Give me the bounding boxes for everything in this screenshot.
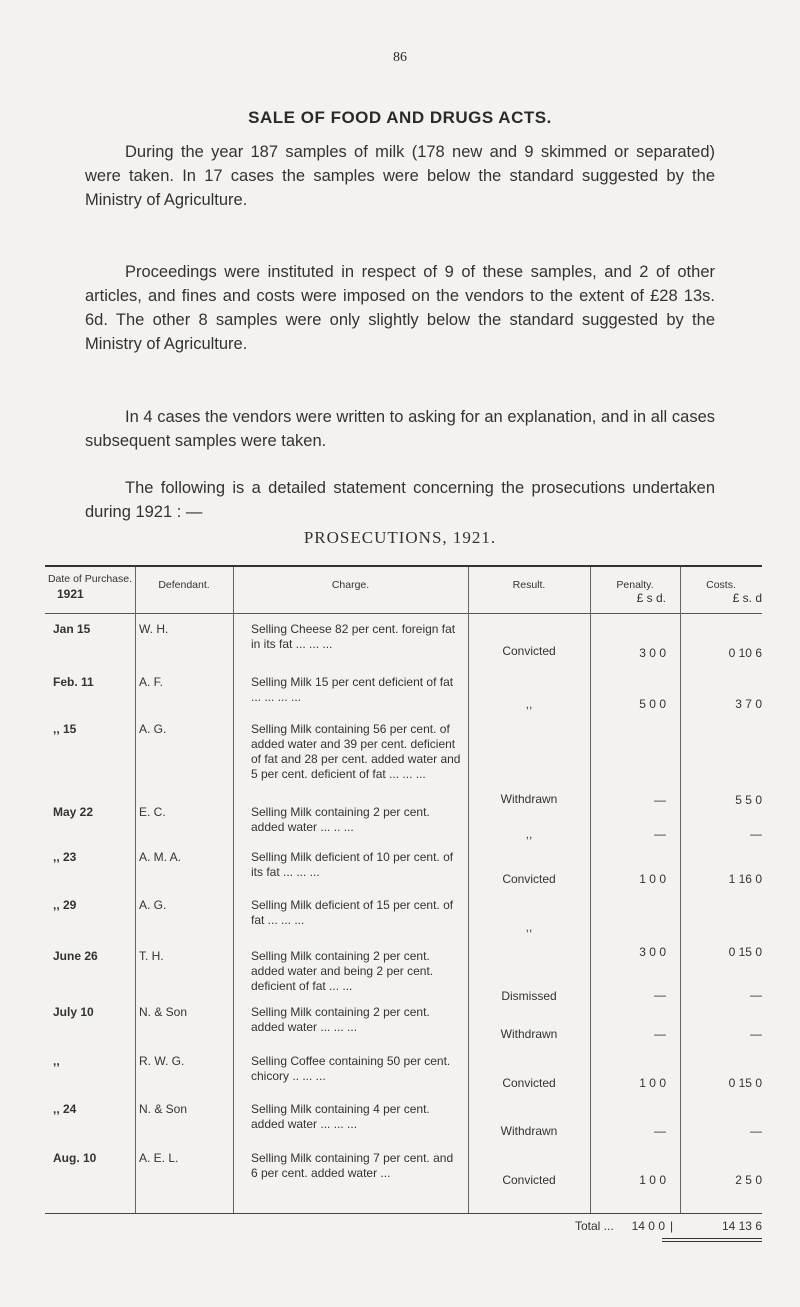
header-penalty: Penalty. [616,579,654,591]
row-defendant: R. W. G. [139,1054,185,1068]
row-charge: Selling Milk deficient of 10 per cent. of its fat ... ... ... [251,850,454,879]
row-result: Convicted [502,1173,556,1187]
column-divider [233,567,234,1213]
row-date: ,, 23 [53,850,77,864]
total-label: Total ... [575,1219,614,1233]
header-date: Date of Purchase. [47,573,133,585]
row-result: Withdrawn [500,1027,558,1041]
total-penalty: 14 0 0 [631,1219,665,1233]
row-charge: Selling Milk containing 56 per cent. of added water and 39 per cent. deficient of fat and 28 per cent. added water and 5 per cent. deficient of fat ... ... ... [251,722,461,781]
row-date: July 10 [53,1005,94,1019]
header-defendant: Defendant. [158,579,210,591]
row-penalty: — [654,1027,666,1041]
row-charge: Selling Cheese 82 per cent. foreign fat in its fat ... ... ... [251,622,456,651]
page-number: 86 [393,50,407,65]
total-double-rule [662,1238,762,1239]
paragraph-statement-intro: The following is a detailed statement concerning the prosecutions undertaken during 1921 : — [85,479,715,521]
row-date: ,, 29 [53,898,77,912]
year-label: 1921 [57,587,84,601]
row-penalty: 1 0 0 [639,1076,666,1090]
row-defendant: A. F. [139,675,164,689]
row-result: Convicted [502,1076,556,1090]
row-defendant: A. G. [139,898,167,912]
row-charge: Selling Milk containing 4 per cent. added water ... ... ... [251,1102,430,1131]
row-result: Convicted [502,872,556,886]
row-costs: 0 15 0 [728,945,762,959]
page-title: SALE OF FOOD AND DRUGS ACTS. [248,108,552,127]
column-divider [680,567,681,1213]
row-date: May 22 [53,805,94,819]
row-charge: Selling Milk containing 2 per cent. added water and being 2 per cent. deficient of fat ... ... [251,949,434,993]
row-charge: Selling Milk containing 7 per cent. and 6 per cent. added water ... [251,1151,454,1180]
row-result: Withdrawn [500,792,558,806]
paragraph-proceedings: Proceedings were instituted in respect of 9 of these samples, and 2 of other articles, and fines and costs were imposed on the vendors to the extent of £28 13s. 6d. The other 8 samples were only slightly below the standard suggested by the Ministry of Agriculture. [85,263,715,353]
paragraph-milk-samples: During the year 187 samples of milk (178 new and 9 skimmed or separated) were taken. In 17 cases the samples were below the standard suggested by the Ministry of Agriculture. [85,143,715,209]
row-date: ,, 15 [53,722,77,736]
row-result: Dismissed [501,989,557,1003]
row-costs: 2 5 0 [735,1173,762,1187]
row-result: Convicted [502,644,556,658]
row-defendant: W. H. [139,622,169,636]
row-penalty: 5 0 0 [639,697,666,711]
row-date: Feb. 11 [53,675,94,689]
total-double-rule [662,1241,762,1242]
total-separator: | [670,1219,674,1233]
header-result: Result. [512,579,546,591]
row-defendant: N. & Son [139,1005,188,1019]
row-defendant: A. E. L. [139,1151,179,1165]
row-defendant: T. H. [139,949,164,963]
row-costs: 1 16 0 [728,872,762,886]
header-costs: Costs. [706,579,736,591]
table-top-rule [45,565,762,567]
row-costs: — [750,1124,762,1138]
column-divider [468,567,469,1213]
row-penalty: 3 0 0 [639,945,666,959]
column-divider [135,567,136,1213]
row-result: ,, [525,827,533,841]
column-divider [590,567,591,1213]
header-charge: Charge. [331,579,370,591]
row-costs: — [750,1027,762,1041]
row-penalty: 1 0 0 [639,1173,666,1187]
row-charge: Selling Milk deficient of 15 per cent. of fat ... ... ... [251,898,454,927]
row-result: ,, [525,697,533,711]
row-penalty: — [654,827,666,841]
row-costs: 5 5 0 [735,793,762,807]
total-costs: 14 13 6 [721,1219,762,1233]
paragraph-vendors-written: In 4 cases the vendors were written to asking for an explanation, and in all cases subsequent samples were taken. [85,408,715,450]
prosecutions-table [45,565,762,1260]
row-date: Jan 15 [53,622,91,636]
row-penalty: 1 0 0 [639,872,666,886]
row-charge: Selling Coffee containing 50 per cent. chicory .. ... ... [251,1054,451,1083]
row-result: Withdrawn [500,1124,558,1138]
row-penalty: — [654,1124,666,1138]
row-charge: Selling Milk containing 2 per cent. added water ... .. ... [251,805,430,834]
row-costs: 3 7 0 [735,697,762,711]
row-penalty: — [654,793,666,807]
row-defendant: A. M. A. [139,850,182,864]
row-charge: Selling Milk containing 2 per cent. added water ... ... ... [251,1005,430,1034]
row-costs: 0 15 0 [728,1076,762,1090]
row-date: ,, [53,1054,60,1068]
row-defendant: A. G. [139,722,167,736]
row-charge: Selling Milk 15 per cent deficient of fat ... ... ... ... [251,675,454,704]
row-date: Aug. 10 [53,1151,97,1165]
row-defendant: E. C. [139,805,166,819]
table-bottom-rule [45,1213,762,1214]
row-penalty: — [654,988,666,1002]
table-header-rule [45,613,762,614]
row-costs: — [750,827,762,841]
costs-units: £ s. d [732,591,762,605]
row-costs: — [750,988,762,1002]
row-defendant: N. & Son [139,1102,188,1116]
row-costs: 0 10 6 [728,646,762,660]
penalty-units: £ s d. [636,591,666,605]
row-penalty: 3 0 0 [639,646,666,660]
row-result: ,, [525,920,533,934]
row-date: June 26 [53,949,98,963]
prosecutions-heading: PROSECUTIONS, 1921. [303,528,497,547]
row-date: ,, 24 [53,1102,77,1116]
